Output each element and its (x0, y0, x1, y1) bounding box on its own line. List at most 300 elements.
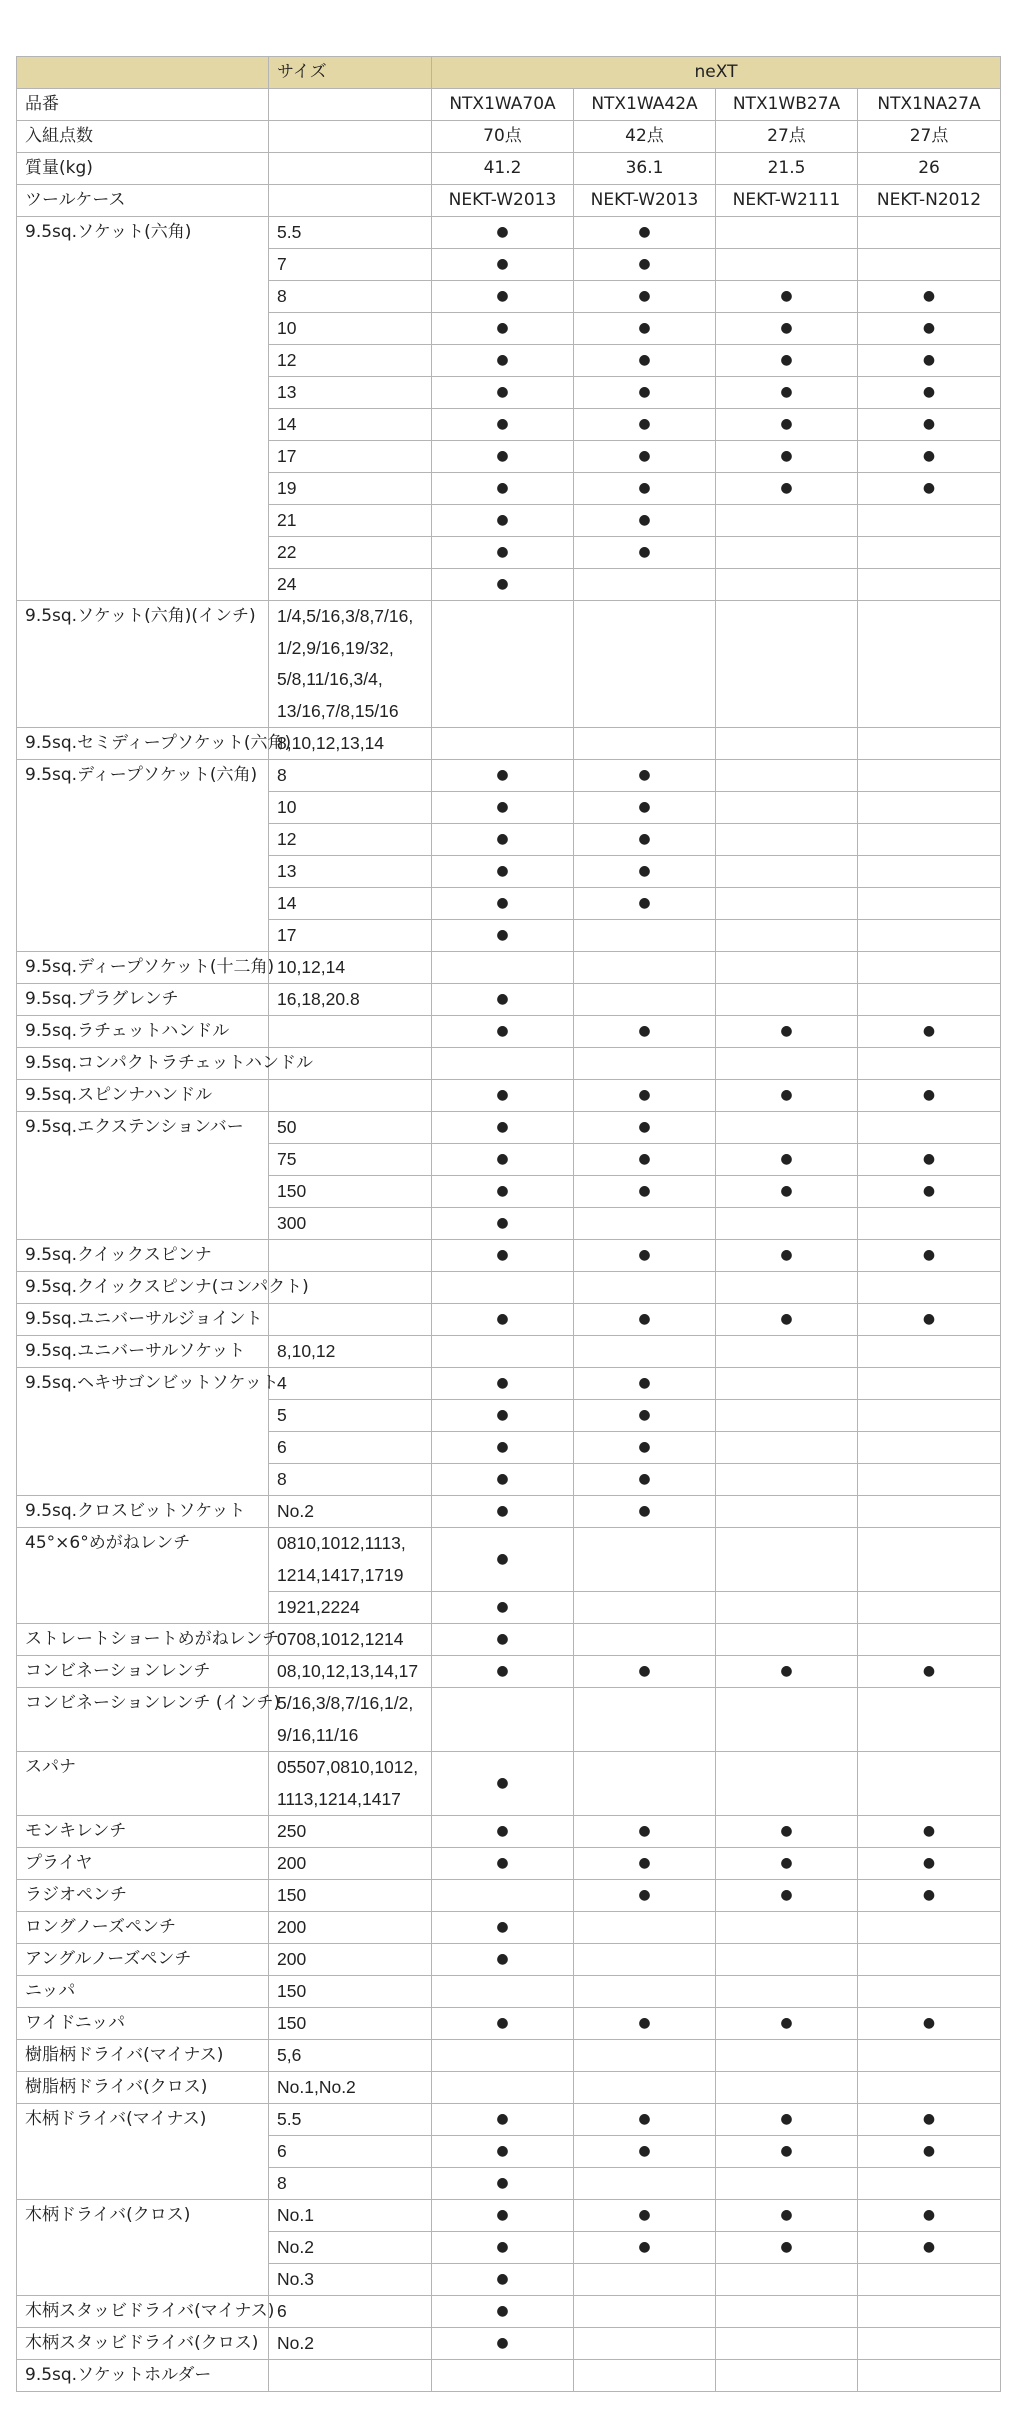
included-mark: ● (574, 1464, 716, 1496)
table-row (17, 1528, 1001, 1592)
product-info-label: 品番 (17, 89, 269, 121)
empty-mark-cell (858, 824, 1001, 856)
tool-name-cell: 木柄スタッビドライバ(クロス) (17, 2328, 269, 2360)
empty-mark-cell (858, 1272, 1001, 1304)
included-mark: ● (574, 1848, 716, 1880)
empty-mark-cell (574, 1272, 716, 1304)
size-cell: 50 (269, 1112, 432, 1144)
included-mark: ● (858, 1144, 1001, 1176)
empty-mark-cell (858, 888, 1001, 920)
empty-mark-cell (716, 1272, 858, 1304)
tool-name-cell: 9.5sq.ソケットホルダー (17, 2360, 269, 2392)
tool-name-cell: 木柄ドライバ(クロス) (17, 2200, 269, 2296)
empty-mark-cell (858, 984, 1001, 1016)
empty-mark-cell (574, 1528, 716, 1592)
empty-mark-cell (574, 1048, 716, 1080)
empty-mark-cell (432, 728, 574, 760)
table-row (17, 952, 1001, 984)
included-mark: ● (716, 2008, 858, 2040)
tool-name-cell: 9.5sq.ヘキサゴンビットソケット (17, 1368, 269, 1496)
table-row (17, 1880, 1001, 1912)
empty-mark-cell (716, 1496, 858, 1528)
product-info-label: 入組点数 (17, 121, 269, 153)
product-info-value: 41.2 (432, 153, 574, 185)
empty-mark-cell (716, 601, 858, 728)
included-mark: ● (432, 1112, 574, 1144)
product-info-blank (269, 89, 432, 121)
size-cell: 8 (269, 760, 432, 792)
included-mark: ● (574, 537, 716, 569)
included-mark: ● (716, 1080, 858, 1112)
included-mark: ● (432, 824, 574, 856)
included-mark: ● (858, 2232, 1001, 2264)
size-cell: 10,12,14 (269, 952, 432, 984)
included-mark: ● (574, 2200, 716, 2232)
empty-mark-cell (574, 728, 716, 760)
included-mark: ● (432, 1176, 574, 1208)
included-mark: ● (574, 505, 716, 537)
table-row (17, 1016, 1001, 1048)
included-mark: ● (574, 2136, 716, 2168)
included-mark: ● (716, 441, 858, 473)
product-info-blank (269, 153, 432, 185)
table-row (17, 1816, 1001, 1848)
empty-mark-cell (574, 601, 716, 728)
included-mark: ● (432, 1656, 574, 1688)
empty-mark-cell (716, 952, 858, 984)
empty-mark-cell (574, 1688, 716, 1752)
included-mark: ● (858, 1016, 1001, 1048)
table-row (17, 2040, 1001, 2072)
empty-mark-cell (716, 2264, 858, 2296)
included-mark: ● (432, 249, 574, 281)
table-row (17, 2200, 1001, 2232)
size-cell: 22 (269, 537, 432, 569)
included-mark: ● (432, 1368, 574, 1400)
included-mark: ● (432, 2200, 574, 2232)
size-cell: 6 (269, 1432, 432, 1464)
size-cell: 8 (269, 2168, 432, 2200)
included-mark: ● (432, 217, 574, 249)
tool-name-cell: モンキレンチ (17, 1816, 269, 1848)
table-row (17, 1496, 1001, 1528)
size-cell: 200 (269, 1944, 432, 1976)
included-mark: ● (432, 1912, 574, 1944)
included-mark: ● (432, 1432, 574, 1464)
empty-mark-cell (574, 2168, 716, 2200)
empty-mark-cell (432, 1976, 574, 2008)
product-info-value: 27点 (716, 121, 858, 153)
table-row (17, 2008, 1001, 2040)
included-mark: ● (858, 2008, 1001, 2040)
included-mark: ● (716, 409, 858, 441)
product-info-value: NTX1WA42A (574, 89, 716, 121)
included-mark: ● (574, 249, 716, 281)
included-mark: ● (716, 1016, 858, 1048)
included-mark: ● (716, 377, 858, 409)
empty-mark-cell (716, 984, 858, 1016)
included-mark: ● (574, 2232, 716, 2264)
empty-mark-cell (858, 2040, 1001, 2072)
size-cell: 12 (269, 345, 432, 377)
empty-mark-cell (716, 2328, 858, 2360)
empty-mark-cell (716, 2360, 858, 2392)
included-mark: ● (432, 1496, 574, 1528)
empty-mark-cell (716, 2040, 858, 2072)
size-cell: 21 (269, 505, 432, 537)
size-cell: 13 (269, 856, 432, 888)
empty-mark-cell (716, 2072, 858, 2104)
product-info-value: NTX1WB27A (716, 89, 858, 121)
included-mark: ● (432, 1080, 574, 1112)
included-mark: ● (716, 1304, 858, 1336)
tool-name-cell: 9.5sq.ユニバーサルジョイント (17, 1304, 269, 1336)
included-mark: ● (716, 281, 858, 313)
included-mark: ● (574, 2008, 716, 2040)
included-mark: ● (432, 1816, 574, 1848)
included-mark: ● (574, 824, 716, 856)
tool-name-cell: ワイドニッパ (17, 2008, 269, 2040)
empty-mark-cell (432, 1336, 574, 1368)
included-mark: ● (716, 1816, 858, 1848)
empty-mark-cell (858, 601, 1001, 728)
product-info-value: NEKT-N2012 (858, 185, 1001, 217)
included-mark: ● (432, 1144, 574, 1176)
empty-mark-cell (716, 1688, 858, 1752)
empty-mark-cell (574, 2040, 716, 2072)
size-cell: 150 (269, 2008, 432, 2040)
empty-mark-cell (574, 2296, 716, 2328)
product-info-label: 質量(kg) (17, 153, 269, 185)
table-row (17, 1048, 1001, 1080)
empty-mark-cell (574, 952, 716, 984)
size-cell (269, 1080, 432, 1112)
size-cell: No.2 (269, 2328, 432, 2360)
included-mark: ● (574, 409, 716, 441)
size-cell: 13 (269, 377, 432, 409)
empty-mark-cell (716, 537, 858, 569)
included-mark: ● (432, 1304, 574, 1336)
table-row (17, 1944, 1001, 1976)
tool-name-cell: ラジオペンチ (17, 1880, 269, 1912)
table-row (17, 2072, 1001, 2104)
size-cell: No.2 (269, 1496, 432, 1528)
tool-name-cell: 9.5sq.クイックスピンナ(コンパクト) (17, 1272, 269, 1304)
included-mark: ● (574, 1400, 716, 1432)
size-cell: 24 (269, 569, 432, 601)
empty-mark-cell (716, 1112, 858, 1144)
empty-mark-cell (716, 1944, 858, 1976)
size-cell: 8,10,12 (269, 1336, 432, 1368)
included-mark: ● (432, 441, 574, 473)
empty-mark-cell (574, 984, 716, 1016)
included-mark: ● (574, 217, 716, 249)
empty-mark-cell (858, 856, 1001, 888)
included-mark: ● (432, 569, 574, 601)
empty-mark-cell (858, 1048, 1001, 1080)
tool-set-spec-table (16, 56, 1001, 2392)
included-mark: ● (574, 1304, 716, 1336)
size-cell (269, 1304, 432, 1336)
size-cell: 150 (269, 1976, 432, 2008)
size-cell: No.2 (269, 2232, 432, 2264)
empty-mark-cell (716, 920, 858, 952)
included-mark: ● (858, 313, 1001, 345)
included-mark: ● (432, 1240, 574, 1272)
empty-mark-cell (716, 217, 858, 249)
included-mark: ● (858, 2104, 1001, 2136)
empty-mark-cell (858, 1912, 1001, 1944)
included-mark: ● (432, 1016, 574, 1048)
product-info-value: 21.5 (716, 153, 858, 185)
tool-name-cell: 9.5sq.ラチェットハンドル (17, 1016, 269, 1048)
empty-mark-cell (858, 1976, 1001, 2008)
empty-mark-cell (574, 2264, 716, 2296)
empty-mark-cell (574, 1752, 716, 1816)
empty-mark-cell (716, 1048, 858, 1080)
empty-mark-cell (574, 2360, 716, 2392)
empty-mark-cell (858, 1528, 1001, 1592)
size-cell: 150 (269, 1176, 432, 1208)
empty-mark-cell (858, 569, 1001, 601)
size-cell: No.3 (269, 2264, 432, 2296)
included-mark: ● (716, 1656, 858, 1688)
included-mark: ● (432, 377, 574, 409)
included-mark: ● (574, 345, 716, 377)
empty-mark-cell (858, 1208, 1001, 1240)
included-mark: ● (574, 856, 716, 888)
tool-name-cell: 9.5sq.エクステンションバー (17, 1112, 269, 1240)
table-row (17, 601, 1001, 728)
table-row (17, 2296, 1001, 2328)
included-mark: ● (574, 1176, 716, 1208)
empty-mark-cell (574, 1208, 716, 1240)
included-mark: ● (432, 345, 574, 377)
size-cell: 17 (269, 441, 432, 473)
empty-mark-cell (858, 1336, 1001, 1368)
included-mark: ● (858, 473, 1001, 505)
included-mark: ● (858, 1080, 1001, 1112)
empty-mark-cell (716, 1752, 858, 1816)
table-row (17, 1368, 1001, 1400)
table-row (17, 2328, 1001, 2360)
included-mark: ● (858, 1816, 1001, 1848)
included-mark: ● (858, 345, 1001, 377)
empty-mark-cell (574, 1912, 716, 1944)
included-mark: ● (432, 313, 574, 345)
size-cell: 5/16,3/8,7/16,1/2, 9/16,11/16 (269, 1688, 432, 1752)
included-mark: ● (858, 1176, 1001, 1208)
included-mark: ● (574, 377, 716, 409)
empty-mark-cell (432, 1688, 574, 1752)
empty-mark-cell (858, 760, 1001, 792)
empty-mark-cell (432, 2360, 574, 2392)
included-mark: ● (574, 1112, 716, 1144)
size-cell (269, 1240, 432, 1272)
size-cell: 250 (269, 1816, 432, 1848)
empty-mark-cell (716, 792, 858, 824)
product-info-row (17, 89, 1001, 121)
size-cell: 10 (269, 313, 432, 345)
empty-mark-cell (858, 1688, 1001, 1752)
included-mark: ● (716, 1176, 858, 1208)
empty-mark-cell (716, 856, 858, 888)
table-row (17, 760, 1001, 792)
product-info-row (17, 121, 1001, 153)
included-mark: ● (574, 473, 716, 505)
included-mark: ● (574, 1432, 716, 1464)
empty-mark-cell (858, 1400, 1001, 1432)
empty-mark-cell (858, 728, 1001, 760)
included-mark: ● (716, 2104, 858, 2136)
product-info-row (17, 185, 1001, 217)
size-cell: 7 (269, 249, 432, 281)
empty-mark-cell (574, 2072, 716, 2104)
table-row (17, 1688, 1001, 1752)
tool-name-cell: 9.5sq.セミディープソケット(六角) (17, 728, 269, 760)
included-mark: ● (432, 760, 574, 792)
empty-mark-cell (432, 952, 574, 984)
empty-mark-cell (858, 1464, 1001, 1496)
size-cell: 19 (269, 473, 432, 505)
tool-name-cell: 9.5sq.ディープソケット(六角) (17, 760, 269, 952)
table-row (17, 1304, 1001, 1336)
product-info-row (17, 153, 1001, 185)
empty-mark-cell (716, 728, 858, 760)
table-row (17, 1240, 1001, 1272)
table-row (17, 1112, 1001, 1144)
product-info-value: 70点 (432, 121, 574, 153)
empty-mark-cell (716, 1912, 858, 1944)
empty-mark-cell (858, 1752, 1001, 1816)
included-mark: ● (574, 1880, 716, 1912)
included-mark: ● (432, 2136, 574, 2168)
empty-mark-cell (432, 2072, 574, 2104)
table-row (17, 217, 1001, 249)
size-cell: 1921,2224 (269, 1592, 432, 1624)
included-mark: ● (574, 441, 716, 473)
size-cell: 200 (269, 1848, 432, 1880)
included-mark: ● (432, 2104, 574, 2136)
included-mark: ● (432, 1848, 574, 1880)
table-row (17, 1624, 1001, 1656)
included-mark: ● (858, 441, 1001, 473)
included-mark: ● (716, 345, 858, 377)
included-mark: ● (432, 856, 574, 888)
size-cell: 8 (269, 1464, 432, 1496)
tool-name-cell: コンビネーションレンチ (インチ) (17, 1688, 269, 1752)
included-mark: ● (858, 1880, 1001, 1912)
size-cell (269, 2360, 432, 2392)
table-row (17, 2104, 1001, 2136)
empty-mark-cell (858, 1944, 1001, 1976)
empty-mark-cell (432, 1880, 574, 1912)
empty-mark-cell (858, 505, 1001, 537)
tool-name-cell: 9.5sq.クイックスピンナ (17, 1240, 269, 1272)
included-mark: ● (858, 1240, 1001, 1272)
empty-mark-cell (716, 1400, 858, 1432)
empty-mark-cell (716, 824, 858, 856)
tool-name-cell: ロングノーズペンチ (17, 1912, 269, 1944)
empty-mark-cell (858, 249, 1001, 281)
tool-name-cell: 木柄スタッビドライバ(マイナス) (17, 2296, 269, 2328)
table-row (17, 1752, 1001, 1816)
empty-mark-cell (574, 2328, 716, 2360)
size-cell: 6 (269, 2296, 432, 2328)
tool-name-cell: プライヤ (17, 1848, 269, 1880)
tool-name-cell: 木柄ドライバ(マイナス) (17, 2104, 269, 2200)
included-mark: ● (716, 1144, 858, 1176)
header-brand-cell: neXT (432, 57, 1001, 89)
table-header-row (17, 57, 1001, 89)
empty-mark-cell (574, 1944, 716, 1976)
product-info-value: NTX1WA70A (432, 89, 574, 121)
empty-mark-cell (432, 1272, 574, 1304)
tool-name-cell: コンビネーションレンチ (17, 1656, 269, 1688)
empty-mark-cell (716, 2168, 858, 2200)
included-mark: ● (432, 2296, 574, 2328)
tool-name-cell: ストレートショートめがねレンチ (17, 1624, 269, 1656)
empty-mark-cell (858, 1624, 1001, 1656)
size-cell (269, 1016, 432, 1048)
empty-mark-cell (858, 2264, 1001, 2296)
included-mark: ● (716, 313, 858, 345)
empty-mark-cell (716, 2296, 858, 2328)
size-cell: 5.5 (269, 2104, 432, 2136)
included-mark: ● (574, 1816, 716, 1848)
included-mark: ● (574, 1144, 716, 1176)
included-mark: ● (574, 760, 716, 792)
header-size-cell: サイズ (269, 57, 432, 89)
size-cell: 16,18,20.8 (269, 984, 432, 1016)
size-cell: 0810,1012,1113, 1214,1417,1719 (269, 1528, 432, 1592)
empty-mark-cell (858, 1496, 1001, 1528)
table-row (17, 1976, 1001, 2008)
empty-mark-cell (858, 217, 1001, 249)
included-mark: ● (858, 1304, 1001, 1336)
product-info-value: 26 (858, 153, 1001, 185)
empty-mark-cell (432, 2040, 574, 2072)
empty-mark-cell (716, 569, 858, 601)
tool-name-cell: 9.5sq.ユニバーサルソケット (17, 1336, 269, 1368)
tool-name-cell: スパナ (17, 1752, 269, 1816)
empty-mark-cell (858, 2328, 1001, 2360)
product-info-value: 36.1 (574, 153, 716, 185)
included-mark: ● (858, 2200, 1001, 2232)
size-cell: 5,6 (269, 2040, 432, 2072)
included-mark: ● (432, 473, 574, 505)
tool-name-cell: 9.5sq.クロスビットソケット (17, 1496, 269, 1528)
tool-name-cell: 9.5sq.プラグレンチ (17, 984, 269, 1016)
size-cell: 0708,1012,1214 (269, 1624, 432, 1656)
product-info-label: ツールケース (17, 185, 269, 217)
product-info-value: NEKT-W2111 (716, 185, 858, 217)
empty-mark-cell (858, 2072, 1001, 2104)
size-cell: 5.5 (269, 217, 432, 249)
included-mark: ● (858, 1656, 1001, 1688)
empty-mark-cell (858, 537, 1001, 569)
included-mark: ● (432, 1528, 574, 1592)
size-cell: No.1 (269, 2200, 432, 2232)
empty-mark-cell (716, 1592, 858, 1624)
empty-mark-cell (858, 2168, 1001, 2200)
size-cell: 12 (269, 824, 432, 856)
included-mark: ● (432, 281, 574, 313)
empty-mark-cell (858, 1112, 1001, 1144)
empty-mark-cell (716, 1528, 858, 1592)
empty-mark-cell (716, 760, 858, 792)
included-mark: ● (432, 888, 574, 920)
